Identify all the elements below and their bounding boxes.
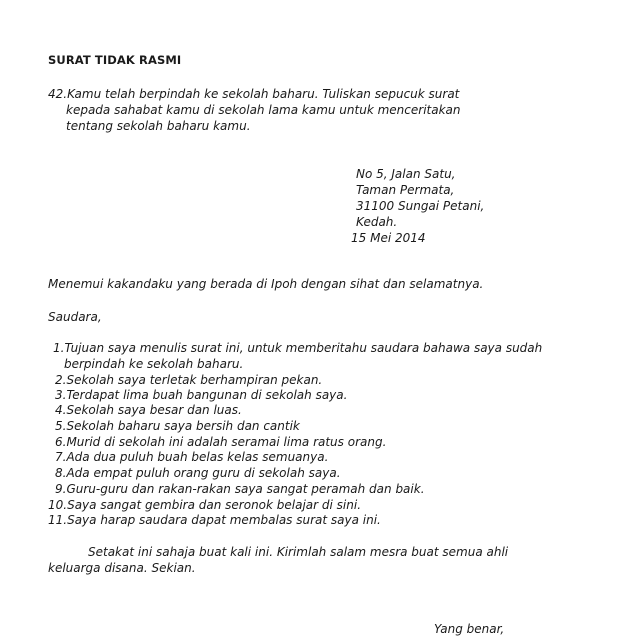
question-line-1: 42.Kamu telah berpindah ke sekolah baharu. Tuliskan sepucuk surat — [48, 87, 460, 101]
question-line-3: tentang sekolah baharu kamu. — [66, 119, 251, 133]
document-title: SURAT TIDAK RASMI — [48, 53, 182, 67]
list-item-1-cont: berpindah ke sekolah baharu. — [64, 357, 244, 371]
list-item-10: 10.Saya sangat gembira dan seronok belajar di sini. — [48, 498, 362, 512]
salutation: Saudara, — [48, 310, 102, 324]
address-line-1: No 5, Jalan Satu, — [356, 167, 456, 181]
list-item-6: 6.Murid di sekolah ini adalah seramai lima ratus orang. — [55, 435, 387, 449]
list-item-1: 1.Tujuan saya menulis surat ini, untuk memberitahu saudara bahawa saya sudah — [53, 341, 543, 355]
list-item-3: 3.Terdapat lima buah bangunan di sekolah saya. — [55, 388, 348, 402]
address-line-2: Taman Permata, — [356, 183, 455, 197]
closing-line-1: Setakat ini sahaja buat kali ini. Kirimlah salam mesra buat semua ahli — [88, 545, 509, 559]
address-line-4: Kedah. — [356, 215, 398, 229]
signoff: Yang benar, — [434, 622, 505, 636]
list-item-8: 8.Ada empat puluh orang guru di sekolah saya. — [55, 466, 341, 480]
closing-line-2: keluarga disana. Sekian. — [48, 561, 196, 575]
address-line-3: 31100 Sungai Petani, — [356, 199, 485, 213]
question-line-2: kepada sahabat kamu di sekolah lama kamu untuk menceritakan — [66, 103, 461, 117]
list-item-5: 5.Sekolah baharu saya bersih dan cantik — [55, 419, 300, 433]
list-item-2: 2.Sekolah saya terletak berhampiran pekan. — [55, 373, 323, 387]
list-item-9: 9.Guru-guru dan rakan-rakan saya sangat peramah dan baik. — [55, 482, 425, 496]
list-item-11: 11.Saya harap saudara dapat membalas surat saya ini. — [48, 513, 381, 527]
list-item-7: 7.Ada dua puluh buah belas kelas semuanya. — [55, 450, 329, 464]
greeting-line: Menemui kakandaku yang berada di Ipoh dengan sihat dan selamatnya. — [48, 277, 484, 291]
letter-date: 15 Mei 2014 — [351, 231, 426, 245]
list-item-4: 4.Sekolah saya besar dan luas. — [55, 403, 242, 417]
